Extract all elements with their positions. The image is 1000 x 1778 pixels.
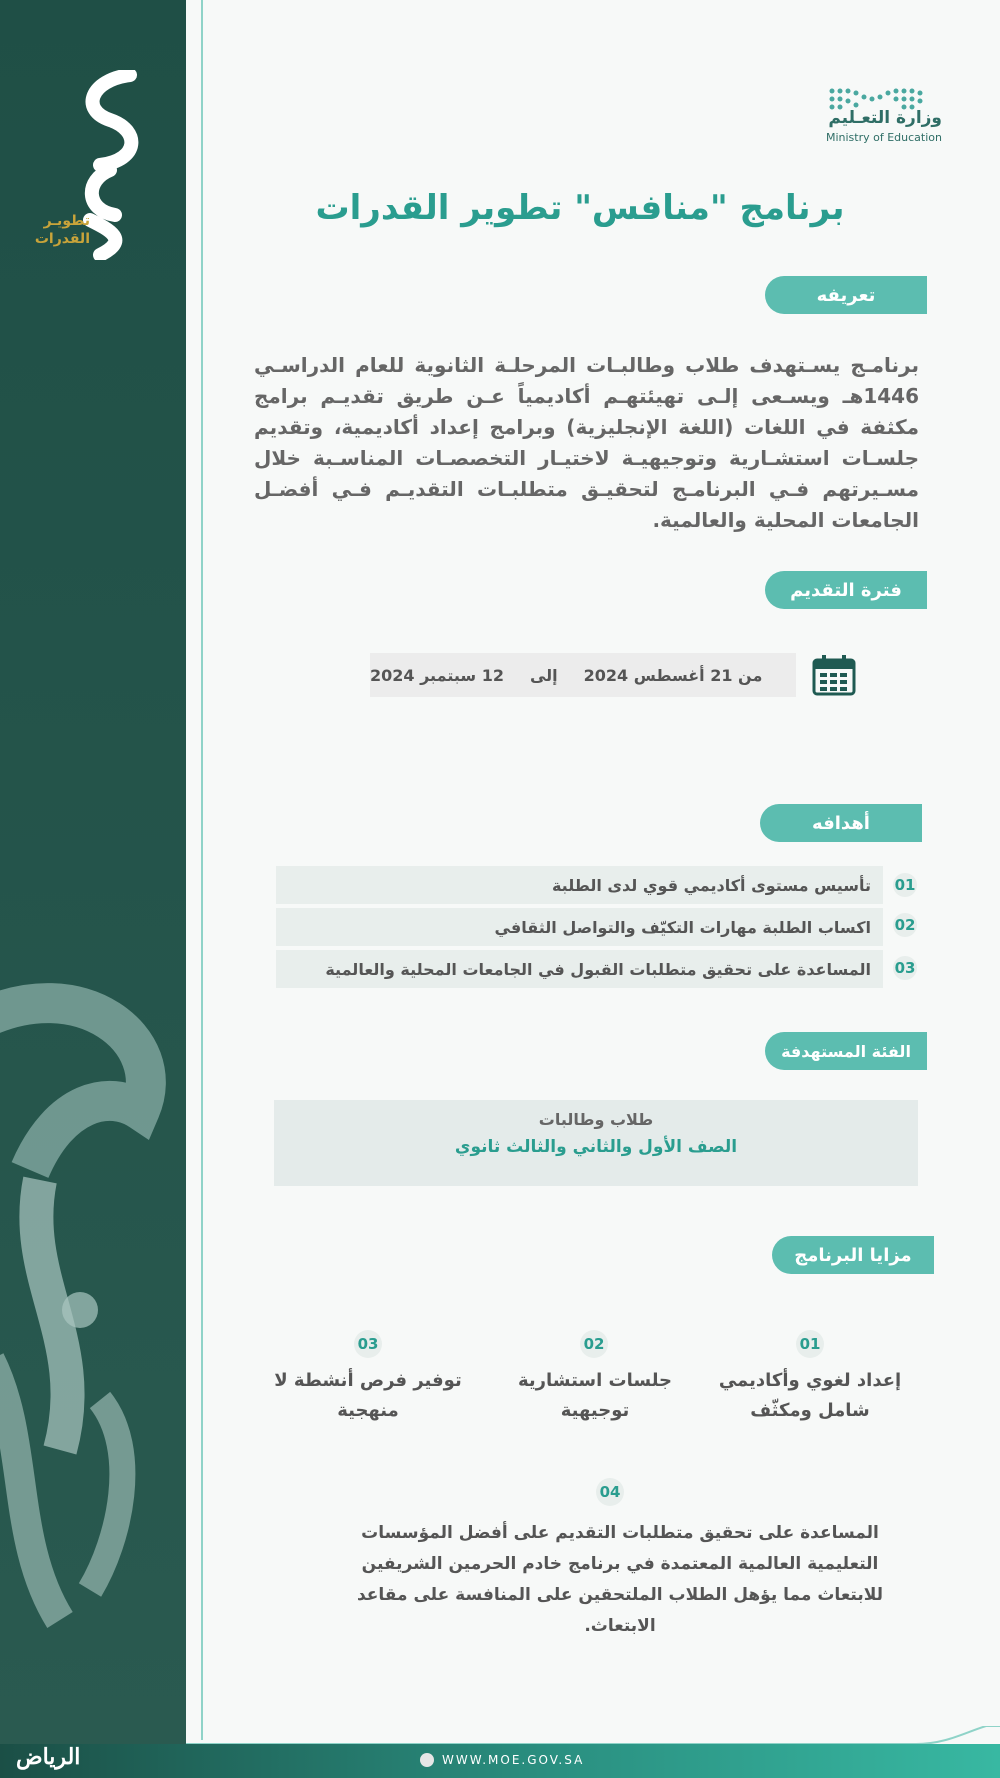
feature-number: 03: [354, 1330, 382, 1358]
ministry-name-en: Ministry of Education: [825, 131, 942, 144]
period-label: فترة التقديم: [765, 571, 927, 609]
brand-subtitle: [10, 212, 90, 248]
brand-subtitle-line1: تطويـر: [43, 213, 90, 229]
feature-text: المساعدة على تحقيق متطلبات التقديم على أفضل المؤسسات التعليمية العالمية المعتمدة في برنامج خادم الحرمين الشريفين للابتعاث مما يؤهل الطلاب الملتحقين على المنافسة على مقاعد الابتعاث.: [356, 1523, 884, 1636]
goal-item: المساعدة على تحقيق متطلبات القبول في الجامعات المحلية والعالمية: [276, 950, 883, 988]
riyadh-watermark: الرياض: [16, 1744, 81, 1770]
goal-item: اكساب الطلبة مهارات التكيّف والتواصل الثقافي: [276, 908, 883, 946]
website-text: WWW.MOE.GOV.SA: [442, 1753, 585, 1767]
goal-number: 03: [893, 956, 917, 980]
brand-sidebar: [0, 0, 186, 1778]
calendar-icon: [812, 654, 856, 696]
feature-text: جلسات استشارية توجيهية: [517, 1370, 673, 1421]
target-line1: طلاب وطالبات: [538, 1110, 654, 1129]
globe-icon: [420, 1753, 434, 1767]
target-box: [274, 1100, 918, 1186]
feature-text: إعداد لغوي وأكاديمي شامل ومكثّف: [718, 1370, 902, 1421]
period-box: [370, 653, 796, 697]
definition-text: برنامـج يسـتهدف طلاب وطالبـات المرحلـة الثانوية للعام الدراسـي 1446هـ ويسـعى إلـى تهيئتهـم أكاديمياً عـن طريق تقديـم برامج مكثفة في اللغات (اللغة الإنجليزية) وبرامج إعداد أكاديمية، وتقديم جلسـات استشـارية وتوجيهيـة لاختيـار التخصصـات المناسـبة خلال مسـيرتهم فـي البرنامـج لتحقيـق متطلبـات التقديـم فـي أفضـل الجامعات المحلية والعالمية.: [254, 353, 919, 532]
website-link[interactable]: [420, 1753, 584, 1767]
feature-number: 02: [580, 1330, 608, 1358]
feature-number: 04: [596, 1478, 624, 1506]
features-label: مزايا البرنامج: [772, 1236, 934, 1274]
page-title: برنامج "منافس" تطوير القدرات: [315, 188, 845, 228]
target-line2: الصف الأول والثاني والثالث ثانوي: [454, 1137, 738, 1157]
target-label: الفئة المستهدفة: [765, 1032, 927, 1070]
goal-number: 01: [893, 873, 917, 897]
period-to-word: إلى: [529, 665, 558, 685]
goal-number: 02: [893, 913, 917, 937]
definition-label: تعريفه: [765, 276, 927, 314]
brand-subtitle-line2: القدرات: [34, 231, 90, 247]
goals-label: أهدافه: [760, 804, 922, 842]
period-to: 12 سبتمبر 2024: [370, 665, 504, 685]
period-from: من 21 أغسطس 2024: [583, 665, 763, 685]
goal-item: تأسيس مستوى أكاديمي قوي لدى الطلبة: [276, 866, 883, 904]
decorative-calligraphy: [0, 980, 186, 1778]
feature-text: توفير فرص أنشطة لا منهجية: [274, 1370, 462, 1421]
ministry-name-ar: وزارة التعـليم: [828, 108, 942, 128]
feature-number: 01: [796, 1330, 824, 1358]
divider-line: [201, 0, 203, 1740]
